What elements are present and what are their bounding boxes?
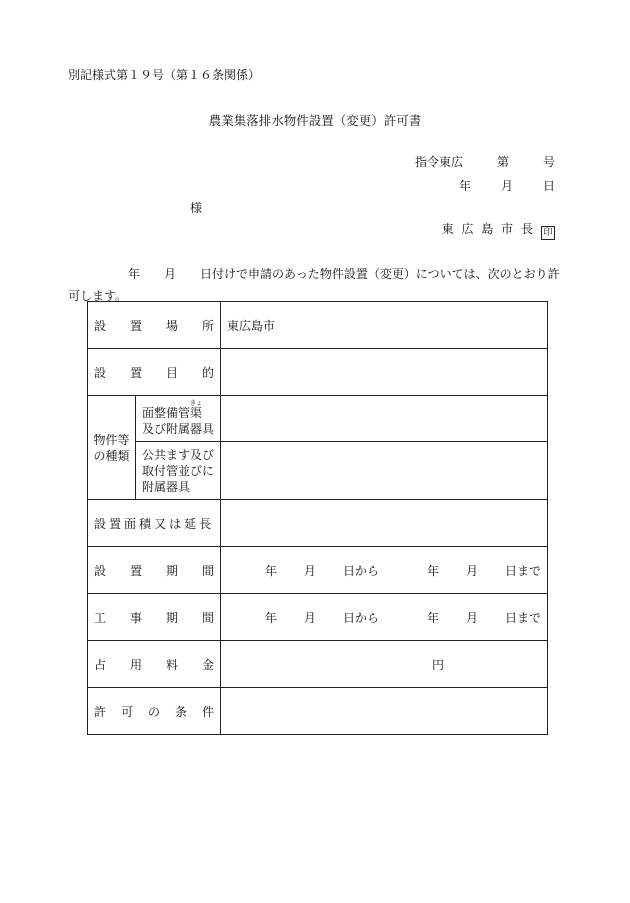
location-label: 設 置 場 所 xyxy=(94,318,214,333)
date-day: 日 xyxy=(542,179,555,193)
area-label-cell xyxy=(88,500,221,547)
number-suffix: 号 xyxy=(542,155,555,169)
date-month: 月 xyxy=(500,179,513,193)
number-prefix: 指令東広 xyxy=(414,155,463,169)
document-title: 農業集落排水物件設置（変更）許可書 xyxy=(208,113,422,128)
area-label: 設 置 面 積 又 は 延 長 xyxy=(94,516,215,531)
purpose-label: 設 置 目 的 xyxy=(94,365,214,380)
type-item-1: 面整備管渠きょ及び附属器具 xyxy=(136,396,221,442)
fee-label-cell xyxy=(88,641,221,688)
fee-value[interactable]: 円 xyxy=(221,641,548,688)
body-text: 年 月 日付けで申請のあった物件設置（変更）については、次のとおり許可します。 xyxy=(68,267,560,303)
document-number xyxy=(415,153,555,170)
area-value[interactable] xyxy=(221,500,548,547)
issuer xyxy=(442,220,555,240)
fee-label: 占 用 料 金 xyxy=(94,657,214,672)
date-year: 年 xyxy=(458,179,471,193)
document-date xyxy=(459,177,555,194)
permit-table xyxy=(87,301,548,735)
issuer-name: 東 広 島 市 長 xyxy=(441,222,535,236)
install-period-value[interactable]: 年 月 日から 年 月 日まで xyxy=(221,547,548,594)
type-item-2-value[interactable] xyxy=(221,442,548,500)
install-period-label-cell xyxy=(88,547,221,594)
purpose-value[interactable] xyxy=(221,349,548,396)
construction-period-label-cell xyxy=(88,594,221,641)
conditions-value[interactable] xyxy=(221,688,548,735)
addressee: 様 xyxy=(190,201,203,215)
type-category: 物件等の種類 xyxy=(88,396,136,500)
conditions-label-cell xyxy=(88,688,221,735)
install-period-label: 設 置 期 間 xyxy=(94,563,214,578)
location-label-cell xyxy=(88,302,221,349)
type-item-1-value[interactable] xyxy=(221,396,548,442)
construction-period-label: 工 事 期 間 xyxy=(94,610,214,625)
type-item-2: 公共ます及び取付管並びに附属器具 xyxy=(136,442,221,500)
seal-icon: 印 xyxy=(541,226,555,240)
number-mid: 第 xyxy=(496,155,509,169)
location-value[interactable]: 東広島市 xyxy=(221,302,548,349)
construction-period-value[interactable]: 年 月 日から 年 月 日まで xyxy=(221,594,548,641)
form-number: 別記様式第１９号（第１６条関係） xyxy=(68,68,261,82)
conditions-label: 許 可 の 条 件 xyxy=(94,704,214,719)
purpose-label-cell xyxy=(88,349,221,396)
